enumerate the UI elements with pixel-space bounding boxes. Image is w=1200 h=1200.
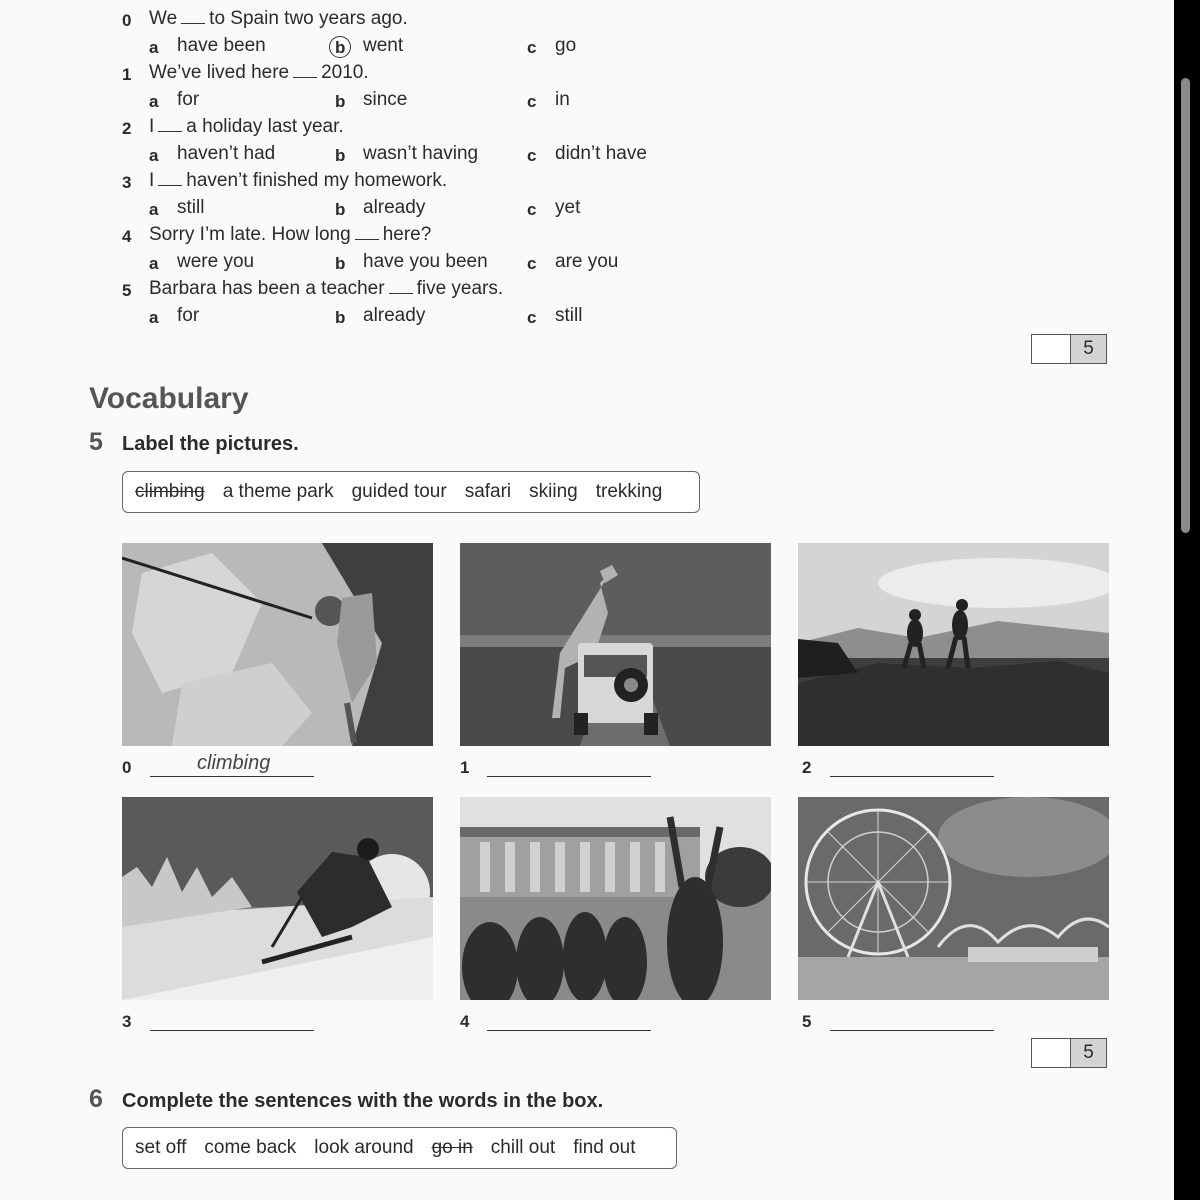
score-input-area[interactable]	[1032, 1039, 1071, 1067]
option-letter[interactable]: b	[335, 92, 346, 111]
question-post: a holiday last year.	[186, 116, 344, 137]
score-input-area[interactable]	[1032, 335, 1071, 363]
score-total: 5	[1071, 1039, 1106, 1067]
option-text[interactable]: already	[363, 197, 426, 218]
word-box	[122, 471, 700, 513]
picture-number: 3	[122, 1012, 132, 1031]
answer-line[interactable]	[487, 1006, 651, 1031]
question-number: 1	[122, 65, 132, 84]
exercise-number: 6	[89, 1085, 103, 1113]
answer-circle	[329, 36, 351, 58]
question-number: 2	[122, 119, 132, 138]
picture-number: 0	[122, 758, 132, 777]
score-box-vocabulary	[1031, 1038, 1107, 1068]
option-text[interactable]: for	[177, 89, 200, 110]
picture-number: 4	[460, 1012, 470, 1031]
option-letter[interactable]: c	[527, 38, 537, 57]
option-letter[interactable]: b	[335, 200, 346, 219]
score-box-grammar	[1031, 334, 1107, 364]
question-number: 3	[122, 173, 132, 192]
option-text[interactable]: wasn’t having	[363, 143, 479, 164]
word-box	[122, 1127, 677, 1169]
option-text[interactable]: already	[363, 305, 426, 326]
question-pre: I	[149, 170, 155, 191]
word-option: find out	[573, 1137, 636, 1158]
picture-number: 1	[460, 758, 470, 777]
question-post: here?	[382, 224, 432, 245]
word-option: climbing	[135, 481, 205, 502]
word-option: a theme park	[222, 481, 334, 502]
word-option: skiing	[529, 481, 578, 502]
question-pre: I	[149, 116, 155, 137]
option-letter[interactable]: b	[335, 38, 346, 57]
option-text[interactable]: went	[363, 35, 404, 56]
word-option: set off	[135, 1137, 187, 1158]
question-text	[149, 8, 408, 30]
exercise-number: 5	[89, 428, 103, 456]
photo-guided-tour	[460, 797, 771, 1000]
option-letter[interactable]: c	[527, 200, 537, 219]
question-post: haven’t finished my homework.	[186, 170, 448, 191]
question-text	[149, 170, 447, 192]
answer-blank[interactable]	[158, 117, 182, 132]
scrollbar-thumb[interactable]	[1181, 78, 1190, 533]
question-number: 0	[122, 11, 132, 30]
question-number: 4	[122, 227, 132, 246]
photo-trekking	[798, 543, 1109, 746]
answer-line[interactable]	[150, 1006, 314, 1031]
section-title: Vocabulary	[89, 382, 249, 415]
option-letter[interactable]: a	[149, 92, 159, 111]
question-text	[149, 224, 431, 246]
question-post: five years.	[416, 278, 504, 299]
question-number: 5	[122, 281, 132, 300]
word-option: chill out	[490, 1137, 556, 1158]
answer-line[interactable]	[830, 752, 994, 777]
answer-blank[interactable]	[293, 63, 317, 78]
option-letter[interactable]: b	[335, 146, 346, 165]
option-text[interactable]: for	[177, 305, 200, 326]
question-pre: Sorry I’m late. How long	[149, 224, 351, 245]
word-option: safari	[464, 481, 512, 502]
option-text[interactable]: still	[177, 197, 205, 218]
question-text	[149, 62, 369, 84]
option-text[interactable]: were you	[177, 251, 255, 272]
question-text	[149, 278, 503, 300]
option-text[interactable]: since	[363, 89, 408, 110]
picture-number: 2	[802, 758, 812, 777]
option-letter[interactable]: c	[527, 308, 537, 327]
option-letter[interactable]: a	[149, 146, 159, 165]
photo-skiing	[122, 797, 433, 1000]
answer-line[interactable]	[487, 752, 651, 777]
question-post: to Spain two years ago.	[209, 8, 408, 29]
option-text[interactable]: in	[555, 89, 570, 110]
option-text[interactable]: go	[555, 35, 577, 56]
word-option: guided tour	[351, 481, 447, 502]
photo-theme-park	[798, 797, 1109, 1000]
option-letter[interactable]: b	[335, 308, 346, 327]
option-text[interactable]: are you	[555, 251, 619, 272]
option-text[interactable]: didn’t have	[555, 143, 647, 164]
option-letter[interactable]: c	[527, 92, 537, 111]
answer-blank[interactable]	[389, 279, 413, 294]
option-letter[interactable]: a	[149, 254, 159, 273]
option-text[interactable]: have you been	[363, 251, 488, 272]
option-letter[interactable]: c	[527, 254, 537, 273]
answer-blank[interactable]	[181, 9, 205, 24]
exercise-instruction: Complete the sentences with the words in the box.	[122, 1090, 604, 1112]
word-option: come back	[204, 1137, 297, 1158]
option-letter[interactable]: a	[149, 200, 159, 219]
question-pre: We	[149, 8, 178, 29]
exercise-instruction: Label the pictures.	[122, 433, 299, 455]
word-option: look around	[314, 1137, 414, 1158]
question-pre: Barbara has been a teacher	[149, 278, 385, 299]
question-text	[149, 116, 344, 138]
option-letter[interactable]: a	[149, 38, 159, 57]
option-text[interactable]: haven’t had	[177, 143, 276, 164]
option-text[interactable]: have been	[177, 35, 266, 56]
option-text[interactable]: yet	[555, 197, 581, 218]
word-option: go in	[431, 1137, 473, 1158]
answer-line[interactable]	[830, 1006, 994, 1031]
answer-text: climbing	[197, 752, 271, 774]
answer-blank[interactable]	[158, 171, 182, 186]
option-letter[interactable]: c	[527, 146, 537, 165]
photo-climbing	[122, 543, 433, 746]
question-pre: We’ve lived here	[149, 62, 290, 83]
option-letter[interactable]: a	[149, 308, 159, 327]
question-post: 2010.	[321, 62, 369, 83]
photo-safari	[460, 543, 771, 746]
score-total: 5	[1071, 335, 1106, 363]
picture-number: 5	[802, 1012, 812, 1031]
word-option: trekking	[595, 481, 663, 502]
option-text[interactable]: still	[555, 305, 583, 326]
answer-blank[interactable]	[355, 225, 379, 240]
option-letter[interactable]: b	[335, 254, 346, 273]
